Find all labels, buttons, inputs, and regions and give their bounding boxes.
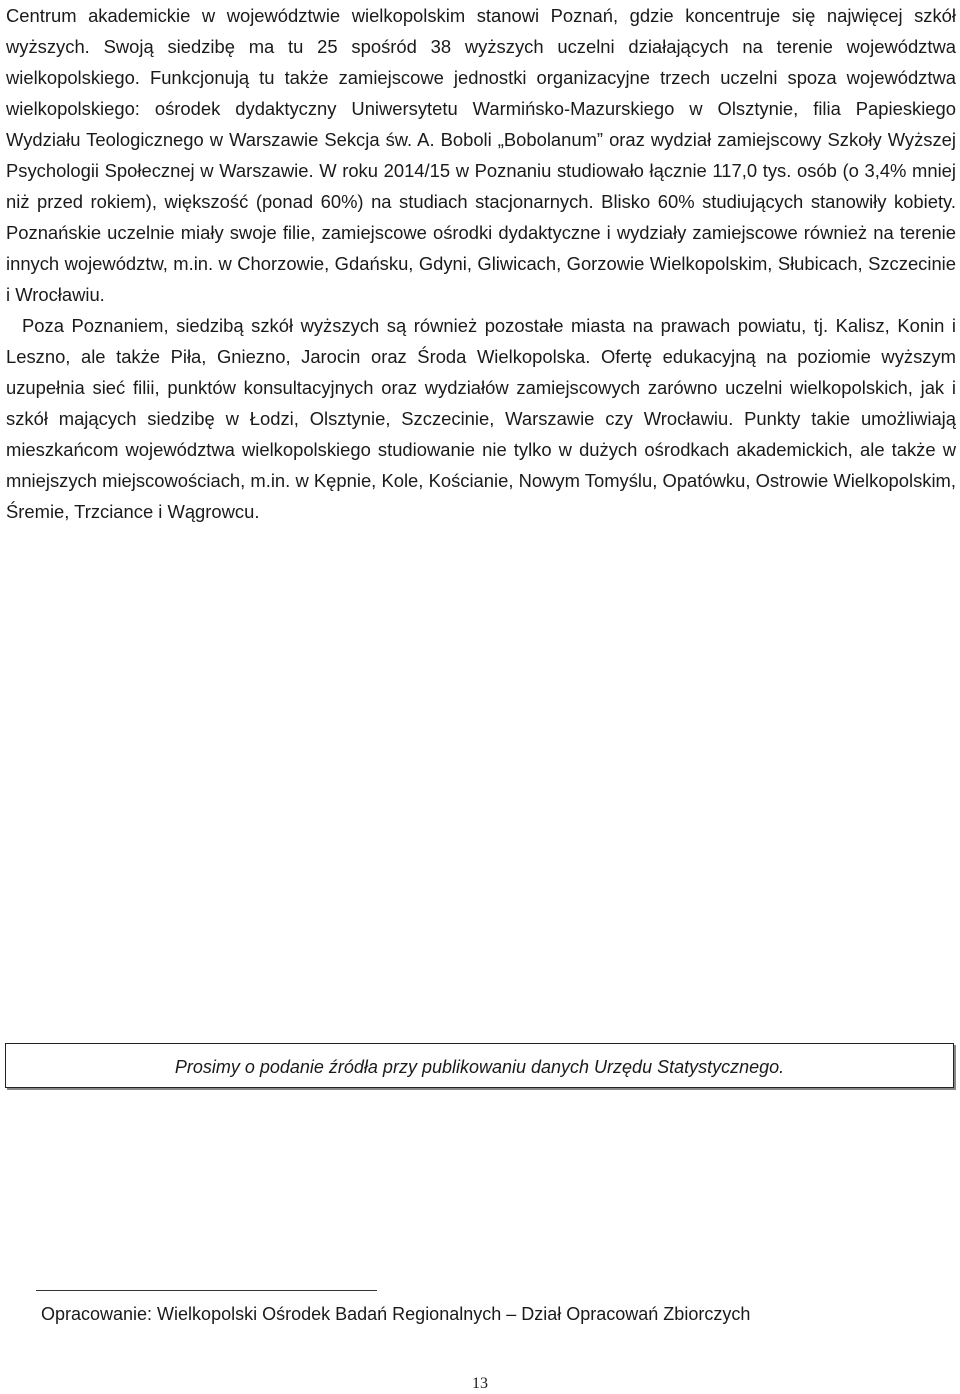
body-text (6, 0, 956, 527)
footnote-separator (36, 1290, 377, 1291)
paragraph-academic-centre: Centrum akademickie w województwie wielkopolskim stanowi Poznań, gdzie koncentruje się najwięcej szkół wyższych. Swoją siedzibę ma tu 25 spośród 38 wyższych uczelni działających na terenie województwa wielkopolskiego. Funkcjonują tu także zamiejscowe jednostki organizacyjne trzech uczelni spoza województwa wielkopolskiego: ośrodek dydaktyczny Uniwersytetu Warmińsko-Mazurskiego w Olsztynie, filia Papieskiego Wydziału Teologicznego w Warszawie Sekcja św. A. Boboli „Bobolanum” oraz wydział zamiejscowy Szkoły Wyższej Psychologii Społecznej w Warszawie. W roku 2014/15 w Poznaniu studiowało łącznie 117,0 tys. osób (o 3,4% mniej niż przed rokiem), większość (ponad 60%) na studiach stacjonarnych. Blisko 60% studiujących stanowiły kobiety. Poznańskie uczelnie miały swoje filie, zamiejscowe ośrodki dydaktyczne i wydziały zamiejscowe również na terenie innych województw, m.in. w Chorzowie, Gdańsku, Gdyni, Gliwicach, Gorzowie Wielkopolskim, Słubicach, Szczecinie i Wrocławiu. (6, 5, 956, 305)
source-notice-text: Prosimy o podanie źródła przy publikowaniu danych Urzędu Statystycznego. (174, 1057, 785, 1077)
page-number: 13 (472, 1375, 488, 1392)
paragraph-other-cities: Poza Poznaniem, siedzibą szkół wyższych są również pozostałe miasta na prawach powiatu, tj. Kalisz, Konin i Leszno, ale także Piła, Gniezno, Jarocin oraz Środa Wielkopolska. Ofertę edukacyjną na poziomie wyższym uzupełnia sieć filii, punktów konsultacyjnych oraz wydziałów zamiejscowych zarówno uczelni wielkopolskich, jak i szkół mających siedzibę w Łodzi, Olsztynie, Szczecinie, Warszawie czy Wrocławiu. Punkty takie umożliwiają mieszkańcom województwa wielkopolskiego studiowanie nie tylko w dużych ośrodkach akademickich, ale także w mniejszych miejscowościach, m.in. w Kępnie, Kole, Kościanie, Nowym Tomyślu, Opatówku, Ostrowie Wielkopolskim, Śremie, Trzciance i Wągrowcu. (6, 315, 956, 522)
source-notice-box (5, 1043, 954, 1088)
prepared-by-footnote: Opracowanie: Wielkopolski Ośrodek Badań Regionalnych – Dział Opracowań Zbiorczych (41, 1304, 751, 1324)
